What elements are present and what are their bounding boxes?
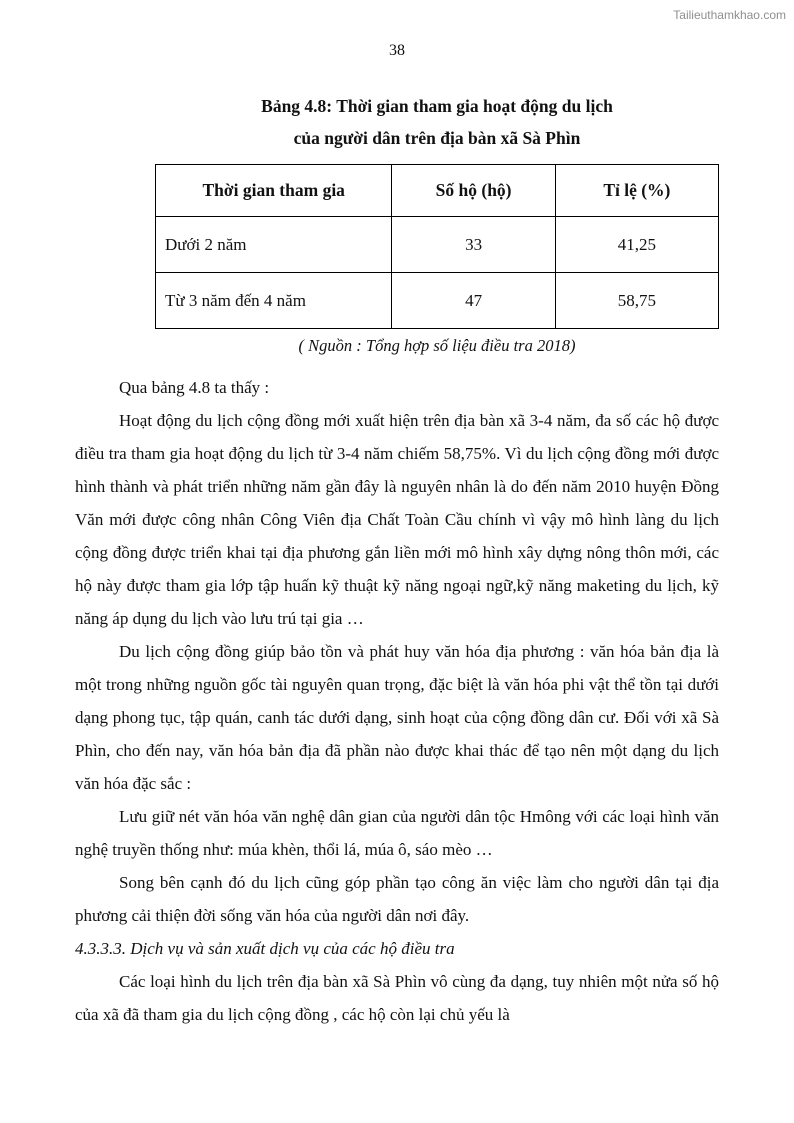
body-text [75, 371, 719, 1031]
section-heading: 4.3.3.3. Dịch vụ và sản xuất dịch vụ của các hộ điều tra [75, 939, 455, 958]
paragraph: Các loại hình du lịch trên địa bàn xã Sà Phìn vô cùng đa dạng, tuy nhiên một nửa số hộ của xã đã tham gia du lịch cộng đồng , các hộ còn lại chủ yếu là [75, 972, 719, 1024]
table-caption-line2: của người dân trên địa bàn xã Sà Phìn [293, 128, 581, 148]
data-table [155, 164, 719, 329]
source-note: ( Nguồn : Tổng hợp số liệu điều tra 2018) [298, 336, 576, 355]
table-header-ti-le: Tỉ lệ (%) [555, 165, 718, 217]
table-cell-duration: Dưới 2 năm [156, 217, 392, 273]
table-header-thoi-gian: Thời gian tham gia [156, 165, 392, 217]
paragraph: Song bên cạnh đó du lịch cũng góp phần tạo công ăn việc làm cho người dân tại địa phương cải thiện đời sống văn hóa của người dân nơi đây. [75, 873, 719, 925]
table-cell-percentage: 58,75 [555, 273, 718, 329]
table-row [156, 217, 719, 273]
paragraph: Lưu giữ nét văn hóa văn nghệ dân gian của người dân tộc Hmông với các loại hình văn nghệ truyền thống như: múa khèn, thổi lá, múa ô, sáo mèo … [75, 807, 719, 859]
table-cell-percentage: 41,25 [555, 217, 718, 273]
table-cell-households: 47 [392, 273, 555, 329]
table-caption-line1: Bảng 4.8: Thời gian tham gia hoạt động du lịch [261, 96, 613, 116]
table-row [156, 273, 719, 329]
table-cell-duration: Từ 3 năm đến 4 năm [156, 273, 392, 329]
table-caption [155, 90, 719, 154]
paragraph: Du lịch cộng đồng giúp bảo tồn và phát huy văn hóa địa phương : văn hóa bản địa là một trong những nguồn gốc tài nguyên quan trọng, đặc biệt là văn hóa phi vật thể tồn tại dưới dạng phong tục, tập quán, canh tác dưới dạng, sinh hoạt của cộng đồng dân cư. Đối với xã Sà Phìn, cho đến nay, văn hóa bản địa đã phần nào được khai thác để tạo nên một dạng du lịch văn hóa đặc sắc : [75, 642, 719, 793]
table-cell-households: 33 [392, 217, 555, 273]
paragraph: Hoạt động du lịch cộng đồng mới xuất hiện trên địa bàn xã 3-4 năm, đa số các hộ được điều tra tham gia hoạt động du lịch từ 3-4 năm chiếm 58,75%. Vì du lịch cộng đồng mới được hình thành và phát triển những năm gần đây là nguyên nhân là do đến năm 2010 huyện Đồng Văn mới được công nhân Công Viên địa Chất Toàn Cầu chính vì vậy mô hình làng du lịch cộng đồng được triển khai tại địa phương gắn liền mới mô hình xây dựng nông thôn mới, các hộ này được tham gia lớp tập huấn kỹ thuật kỹ năng ngoại ngữ,kỹ năng maketing du lịch, kỹ năng áp dụng du lịch vào lưu trú tại gia … [75, 411, 719, 628]
table-header-so-ho: Số hộ (hộ) [392, 165, 555, 217]
table-header-row [156, 165, 719, 217]
paragraph: Qua bảng 4.8 ta thấy : [119, 378, 270, 397]
page-number: 38 [389, 42, 405, 59]
watermark: Tailieuthamkhao.com [673, 8, 786, 22]
